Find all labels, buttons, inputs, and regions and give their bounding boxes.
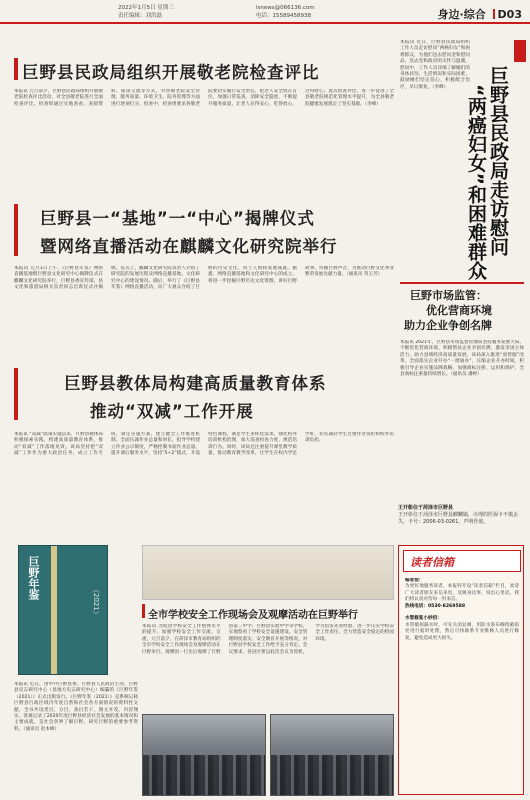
book-year: （2021）: [92, 586, 100, 618]
editor-label: 责任编辑：: [118, 13, 146, 19]
editor-note-label: 编者按：: [405, 578, 424, 583]
article1-body: 本报讯 元旦前夕，巨野县民政局组织开展敬老院检查评比活动，对全县敬老院进行全面检查评比。检查组通过实地查看、查阅资料、座谈交流等方式，对各敬老院安全管理、服务质量、环境卫生、院务管理等方面进行逐项打分。检查中，检查组要求各敬老院要切实履行安全责任，把老人安全放在首位，加强日常巡查，消除安全隐患，不断提升服务质量，让老人住得安心、吃得放心、过得舒心。此次检查评比，进一步促进了全县敬老院规范化管理水平提升，为全县敬老院健康发展奠定了坚实基础。（李峰）: [14, 89, 394, 107]
notice-body: 王开彰住于菏泽市巨野县麒麟镇，办理的医保卡不慎丢失，卡号：2006-03-0261，声明作废。: [398, 512, 519, 525]
section-rule: [400, 282, 524, 284]
yearbook-cover: [18, 545, 108, 675]
article2-title-line1: 巨野县一“基地”一“中心”揭牌仪式: [40, 209, 315, 228]
market-body: 本报讯 2021年，巨野县市场监督管理局坚持服务发展大局，不断优化营商环境，积极帮扶企业争创名牌，激发市场主体活力，助力县域经济高质量发展。该局深入推进“放管服”改革，全面落实企业开办“一窗通办”，压缩企业开办时间。积极引导企业实施品牌战略，加强商标注册、运用和保护，全县商标注册量持续增长。（通讯员 潘婷）: [400, 340, 524, 378]
article3-body: 本报讯 “双减”政策实施以来，巨野县教体局积极探索实践，构建高质量教育体系，推动“双减”工作落地见效。该局坚持把“双减”工作作为重大政治任务，成立工作专班，制定实施方案，建立健全工作推进机制。全面压减作业总量和时长，指导学校建立作业公示制度，严格控制书面作业总量。提升课后服务水平，坚持“5+2”模式，开设特色课程，满足学生多样化需求。强化校外培训机构治理，加大巡查检查力度，规范培训行为。同时，该局还注重提升课堂教学质量，推动教育教学改革，让学生在校内学足学好，切实减轻学生过重作业负担和校外培训负担。: [14, 432, 394, 457]
masthead-contact: [256, 4, 315, 20]
weekday: 星期三: [157, 5, 174, 11]
phone: 电话：15589458938: [256, 13, 311, 19]
article1-title: 巨野县民政局组织开展敬老院检查评比: [22, 63, 320, 82]
photo-visit: [270, 714, 394, 796]
section-name: 身边·综合: [437, 8, 486, 21]
headline-bar: [142, 604, 145, 618]
tip-title: 水管修复小妙招：: [405, 616, 442, 622]
tip-body: 水管破损漏水时，可先关闭总阀，用防水胶布缠绕破损处进行临时处理，然后尽快联系专业维修人员进行修复，避免造成更大损失。: [405, 622, 519, 641]
headline-bar: [14, 368, 18, 420]
editor: 刘洪磊: [145, 13, 163, 19]
article2-title-line2: 暨网络直播活动在麒麟文化研究院举行: [40, 237, 338, 256]
book-stripe: [51, 546, 57, 674]
date: 2022年1月5日: [118, 5, 156, 11]
notice-title: 王开彰住于菏泽市巨野县: [398, 505, 454, 511]
article3-title-line1: 巨野县教体局构建高质量教育体系: [64, 374, 327, 393]
headline-bar: [14, 204, 18, 256]
right-article1-body: 本报讯 近日，巨野县民政局组织工作人员走访慰问“两癌妇女”和困难群众，为他们送去慰问金和慰问品，送去党和政府的关怀与温暖。慰问中，工作人员详细了解她们的身体状况、生活情况和实际困难，鼓励她们坚定信心，积极配合治疗，早日康复。（李峰）: [400, 40, 470, 90]
photo-meeting: [142, 714, 266, 796]
column-bar: [514, 40, 526, 62]
market-title-2: 优化营商环境: [426, 304, 492, 317]
headline-bar: [14, 58, 18, 80]
market-title-3: 助力企业争创名牌: [404, 319, 492, 332]
photo-crowd: [143, 755, 265, 795]
article2-body: 本报讯 元月1日上午，《巨野县年鉴》网络直播基地暨巨野县文化研究中心揭牌仪式在麒麟文化研究院举行，巨野县委宣传部、县文化和旅游局相关负责同志出席仪式并揭牌。仪式上，麒麟文化研究院负责人介绍了研究院的发展历程及网络直播基地、文化研究中心的建设情况。随后，举行了《巨野县年鉴》网络直播活动，向广大观众介绍了巨野的历史文化、风土人情和发展成就。据悉，网络直播基地和文化研究中心的成立，将进一步挖掘巨野历史文化资源，讲好巨野故事，传播巨野声音，为推动巨野文化事业繁荣发展贡献力量。（通讯员 英玉芳）: [14, 266, 394, 291]
right-vtitle-2: “两癌妇女”和困难群众: [465, 84, 487, 280]
section-title: [438, 6, 522, 22]
header-rule: [0, 22, 530, 24]
lost-notice: [398, 505, 524, 526]
right-vtitle-1: 巨野县民政局走访慰问: [487, 66, 509, 256]
editor-note-body: 为更好地服务读者，本报特开设“读者信箱”栏目，欢迎广大读者朋友来信来电，反映身边事，说出心里话，我们将认真对待每一封来信。: [405, 584, 519, 603]
email: lsnews@066136.com: [256, 5, 315, 11]
page-number: D03: [497, 8, 522, 21]
mailbox-header: [403, 550, 521, 572]
masthead-date: [118, 4, 174, 20]
book-title: 巨野年鉴: [27, 556, 40, 600]
photo-event-banner: [142, 545, 394, 600]
hotline: 热线电话：0530-8269588: [405, 603, 466, 609]
reader-mailbox: [398, 545, 524, 795]
mailbox-content: [405, 578, 519, 642]
article4-title: 全市学校安全工作现场会及观摩活动在巨野举行: [148, 610, 358, 621]
mailbox-title: 读者信箱: [410, 556, 454, 569]
article4-body: 本报讯 为促进学校安全工作整体水平的提升，加强学校安全工作交流、交流，元旦前夕，在菏泽市教育局组织的全市学校安全工作现场会及观摩活动在巨野举行。观摩团一行先后观摩了巨野县第三中学、巨野县实验中学等学校，实地察看了学校安全设施建设、安全管理制度落实、安全教育开展等情况，对巨野县学校安全工作给予充分肯定。会议要求，各县区要以此次会议为契机，学习借鉴先进经验，进一步压实学校安全工作责任，全力营造安全稳定的校园环境。: [142, 624, 394, 655]
divider: [493, 9, 495, 19]
market-title-1: 巨野市场监管：: [410, 289, 487, 302]
book-caption-body: 本报讯 近日，由中共巨野县委、巨野县人民政府主办，巨野县史志研究中心（县地方史志研究中心）编纂的《巨野年鉴（2021）》正式出版发行。《巨野年鉴（2021）》是系统记载巨野县行政区域内年度自然和社会各方面情况的资料性文献，全书共设类目、分目、条目若干，图文并茂，内容翔实，客观记录了2020年度巨野县经济社会发展的基本情况和主要成就，是社会各界了解巨野、研究巨野的重要参考资料。（通讯员 赵本峰）: [14, 682, 138, 732]
article3-title-line2: 推动“双减”工作开展: [90, 402, 254, 421]
photo-crowd: [271, 755, 393, 795]
